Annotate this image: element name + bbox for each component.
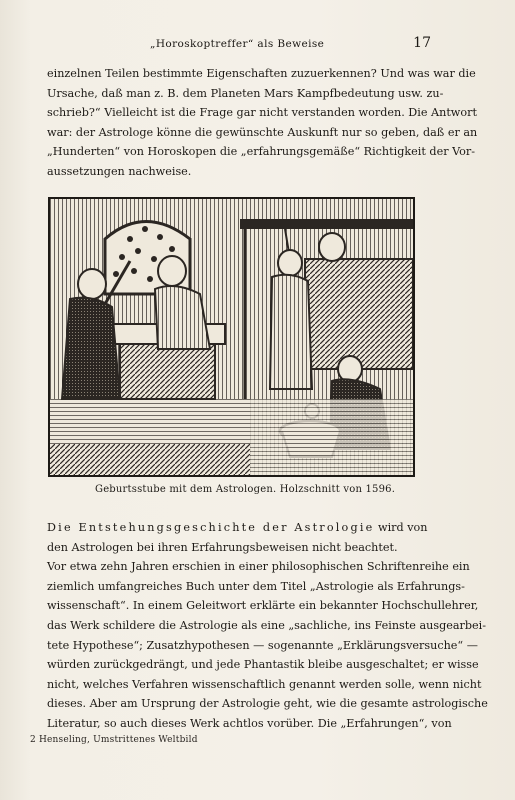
woodcut-illustration xyxy=(48,197,415,477)
text-line: den Astrologen bei ihren Erfahrungsbeweisen nicht beachtet. xyxy=(47,540,398,554)
signature-line: 2 Henseling, Umstrittenes Weltbild xyxy=(30,735,198,745)
text-line: Ursache, daß man z. B. dem Planeten Mars Kampfbedeutung usw. zu- xyxy=(47,86,444,100)
paragraph-1 xyxy=(47,64,478,182)
section-heading-spaced: Die Entstehungsgeschichte der Astrologie xyxy=(47,521,375,534)
text-line: war: der Astrologe könne die gewünschte Auskunft nur so geben, daß er an xyxy=(47,125,478,139)
section-heading-rest: wird von xyxy=(374,521,428,534)
text-line: ziemlich umfangreiches Buch unter dem Titel „Astrologie als Erfahrungs- xyxy=(47,579,465,593)
figure-caption: Geburtsstube mit dem Astrologen. Holzschnitt von 1596. xyxy=(95,484,396,495)
running-title: „Horoskoptreffer“ als Beweise xyxy=(150,38,325,50)
text-line: tete Hypothese“; Zusatzhypothesen — sogenannte „Erklärungsversuche“ — xyxy=(47,638,478,652)
page-number: 17 xyxy=(413,35,431,51)
text-line: dieses. Aber am Ursprung der Astrologie geht, wie die gesamte astrologische xyxy=(47,697,488,711)
text-line: das Werk schildere die Astrologie als eine „sachliche, ins Feinste ausgearbei- xyxy=(47,618,487,632)
text-line: Literatur, so auch dieses Werk achtlos vorüber. Die „Erfahrungen“, von xyxy=(47,716,452,730)
woodcut-birth-room-image xyxy=(50,199,413,475)
text-line xyxy=(47,518,428,538)
text-line: würden zurückgedrängt, und jede Phantastik bleibe ausgeschaltet; er wisse xyxy=(47,658,479,672)
text-line: Vor etwa zehn Jahren erschien in einer philosophischen Schriftenreihe ein xyxy=(47,560,470,574)
text-line: wissenschaft“. In einem Geleitwort erklärte ein bekannter Hochschullehrer, xyxy=(47,599,479,613)
paragraph-2 xyxy=(47,518,488,734)
text-line: „Hunderten“ von Horoskopen die „erfahrungsgemäße“ Richtigkeit der Vor- xyxy=(47,145,476,159)
text-line: einzelnen Teilen bestimmte Eigenschaften zuzuerkennen? Und was war die xyxy=(47,67,476,80)
text-line: schrieb?“ Vielleicht ist die Frage gar nicht verstanden worden. Die Antwort xyxy=(47,106,477,120)
running-head xyxy=(0,35,515,54)
text-line: aussetzungen nachweise. xyxy=(47,164,192,178)
text-line: nicht, welches Verfahren wissenschaftlich genannt werden solle, wenn nicht xyxy=(47,677,482,691)
